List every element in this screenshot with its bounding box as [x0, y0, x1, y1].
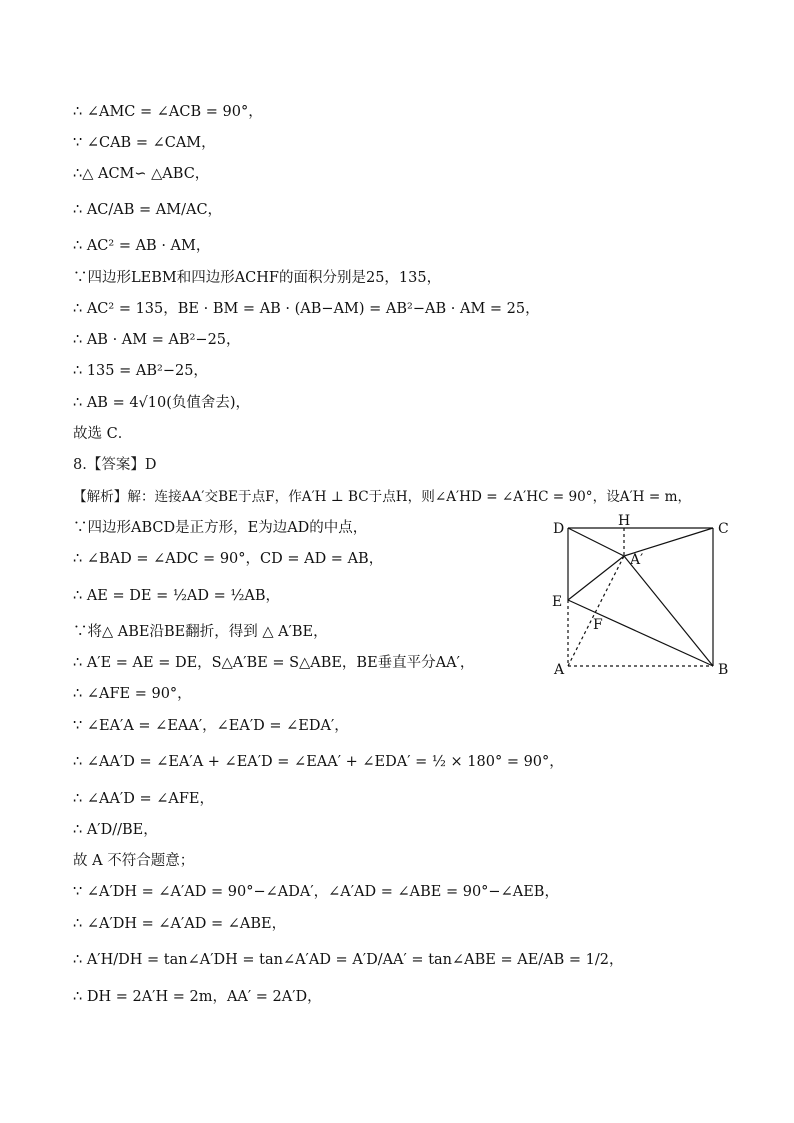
text-line: ∴ AC/AB = AM/AC， — [73, 202, 223, 218]
label-A: A — [554, 662, 565, 678]
text-line: ∴ ∠AFE = 90°， — [73, 686, 192, 702]
segment-EA1 — [568, 556, 624, 600]
text-line: ∴ ∠A′DH = ∠A′AD = ∠ABE， — [73, 916, 287, 932]
text-line: ∴ A′E = AE = DE，S△A′BE = S△ABE，BE垂直平分AA′， — [73, 655, 475, 671]
text-line: ∴ AB · AM = AB²−25， — [73, 332, 241, 348]
text-line: ∴ AC² = 135，BE · BM = AB · (AB−AM) = AB²−AB · AM = 25， — [73, 301, 540, 317]
label-F: F — [593, 617, 603, 633]
text-line: ∵四边形ABCD是正方形，E为边AD的中点， — [73, 520, 368, 536]
text-line: ∴ 135 = AB²−25， — [73, 363, 208, 379]
segment-DA1 — [568, 528, 624, 556]
text-line: ∵ ∠A′DH = ∠A′AD = 90°−∠ADA′，∠A′AD = ∠ABE = 90°−∠AEB， — [73, 884, 559, 900]
segment-AA1 — [568, 556, 624, 666]
text-line: ∴△ ACM∽ △ABC， — [73, 166, 210, 182]
text-line: ∴ AB = 4√10(负值舍去)， — [73, 395, 251, 411]
text-line: ∵四边形LEBM和四边形ACHF的面积分别是25，135， — [73, 270, 442, 286]
text-line: 故 A 不符合题意； — [73, 853, 195, 869]
text-line: ∴ ∠AMC = ∠ACB = 90°， — [73, 104, 263, 120]
segment-EB — [568, 600, 713, 666]
label-D: D — [553, 521, 565, 537]
analysis-line: 【解析】解：连接AA′交BE于点F，作A′H ⊥ BC于点H，则∠A′HD = ∠A′HC = 90°，设A′H = m， — [73, 489, 692, 505]
label-B: B — [718, 662, 729, 678]
label-H: H — [618, 513, 631, 529]
geometry-figure — [545, 508, 735, 688]
text-line: ∴ ∠BAD = ∠ADC = 90°，CD = AD = AB， — [73, 551, 384, 567]
label-E: E — [552, 594, 563, 610]
text-line: 故选 C． — [73, 426, 133, 442]
label-A1: A′ — [630, 552, 644, 568]
text-line: ∴ AC² = AB · AM， — [73, 238, 211, 254]
text-line: ∵ ∠EA′A = ∠EAA′，∠EA′D = ∠EDA′， — [73, 718, 349, 734]
text-line: ∵ ∠CAB = ∠CAM， — [73, 135, 216, 151]
text-line: ∴ A′H/DH = tan∠A′DH = tan∠A′AD = A′D/AA′ = tan∠ABE = AE/AB = 1/2， — [73, 952, 624, 968]
text-line: ∴ AE = DE = ½AD = ½AB， — [73, 588, 281, 604]
text-line: ∴ ∠AA′D = ∠EA′A + ∠EA′D = ∠EAA′ + ∠EDA′ = ½ × 180° = 90°， — [73, 754, 564, 770]
label-C: C — [718, 521, 729, 537]
text-line: ∵将△ ABE沿BE翻折，得到 △ A′BE， — [73, 624, 328, 640]
segment-A1B — [624, 556, 713, 666]
answer-heading: 8.【答案】D — [73, 457, 157, 473]
text-line: ∴ A′D//BE， — [73, 822, 158, 838]
text-line: ∴ ∠AA′D = ∠AFE， — [73, 791, 214, 807]
text-line: ∴ DH = 2A′H = 2m，AA′ = 2A′D， — [73, 989, 322, 1005]
